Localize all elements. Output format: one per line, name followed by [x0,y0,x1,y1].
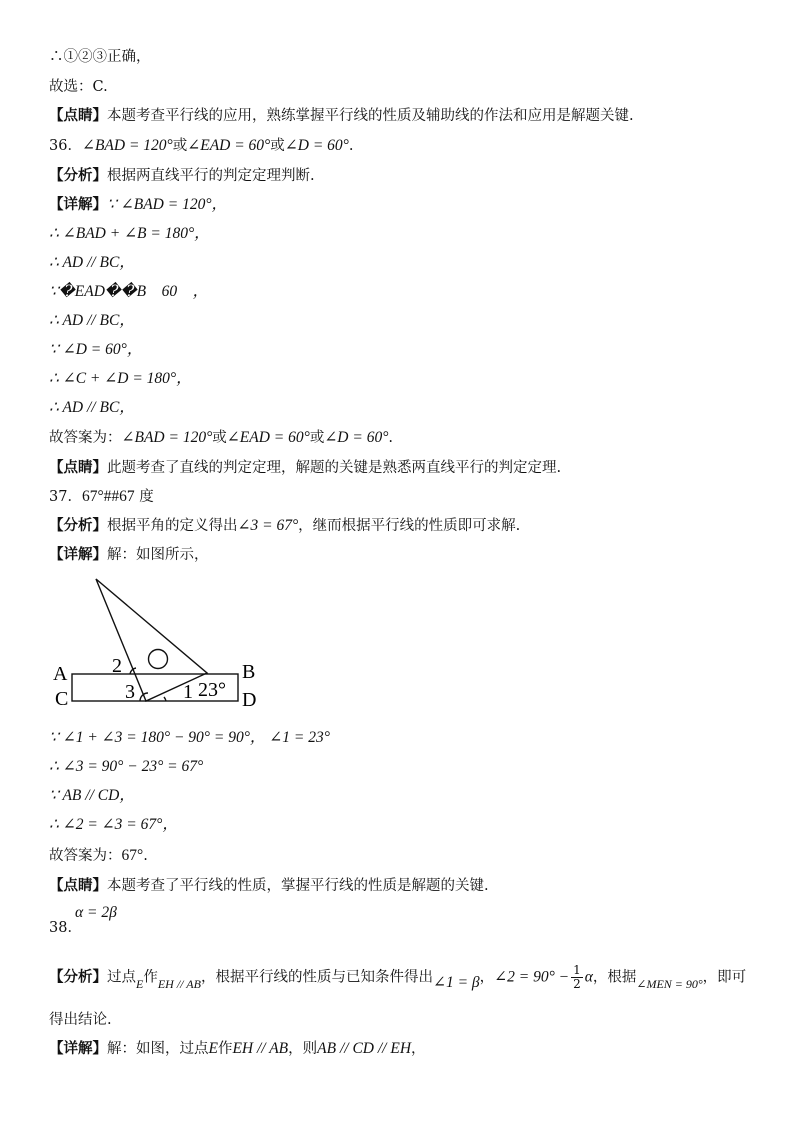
line-q38-answer-formula: α = 2β [75,904,117,921]
line-q37-answer-summary: 故答案为：67°. [49,847,148,864]
line-q36-detail-1: 【详解】∵ ∠BAD = 120°， [49,196,228,213]
line-q36-detail-2: ∴ ∠BAD + ∠B = 180°， [49,225,210,242]
label-D: D [242,689,257,711]
line-q36-detail-6: ∵ ∠D = 60°， [49,341,143,358]
line-q38-detail: 【详解】解：如图，过点E作EH // AB，则AB // CD // EH， [49,1040,426,1057]
label-B: B [242,661,256,683]
line-q38-analysis-cont: 得出结论. [49,1012,112,1028]
line-q38-number: 38． [49,920,82,936]
line-q36-detail-8: ∴ AD // BC， [49,399,135,416]
line-q36-detail-5: ∴ AD // BC， [49,312,135,329]
line-q37-detail-1: ∵ ∠1 + ∠3 = 180° − 90° = 90°， ∠1 = 23° [49,729,330,746]
label-angle-2: 2 [112,655,122,677]
triangle-hole [149,650,168,669]
line-choice: 故选：C. [49,79,108,95]
line-q36-detail-4: ∵�EAD��B 60 ， [49,283,209,300]
line-point-35: 【点睛】本题考查平行线的应用，熟练掌握平行线的性质及辅助线的作法和应用是解题关键. [49,107,634,124]
line-q37-detail-3: ∵ AB // CD， [49,787,135,804]
line-q36-point: 【点睛】此题考查了直线的判定定理，解题的关键是熟悉两直线平行的判定定理. [49,459,562,476]
geometry-figure [52,576,272,711]
fraction-one-half: $\frac{1}{2}$ [573,963,581,991]
label-angle-23: 23° [198,679,226,701]
line-q37-analysis: 【分析】根据平角的定义得出∠3 = 67°，继而根据平行线的性质即可求解. [49,517,521,534]
label-angle-3: 3 [125,681,135,703]
label-C: C [55,688,69,710]
line-q36-answer: 36．∠BAD = 120°或∠EAD = 60°或∠D = 60°. [49,137,354,154]
line-q36-detail-7: ∴ ∠C + ∠D = 180°， [49,370,192,387]
line-q36-detail-3: ∴ AD // BC， [49,254,135,271]
line-q37-detail-2: ∴ ∠3 = 90° − 23° = 67° [49,758,204,775]
label-A: A [53,663,68,685]
line-q37-answer: 37．67°##67 度 [49,488,154,505]
line-q37-detail-4: ∴ ∠2 = ∠3 = 67°， [49,816,178,833]
line-q37-point: 【点睛】本题考查了平行线的性质，掌握平行线的性质是解题的关键. [49,877,489,894]
line-q38-analysis: 【分析】过点$_E$作$_{EH // AB}$，根据平行线的性质与已知条件得出∠1 = β，∠2 = 90° − $\frac{1}{2}$ α，根据$_{\angle MEN = 90^\circ}$，即可 [49,963,747,991]
line-q36-analysis: 【分析】根据两直线平行的判定定理判断. [49,167,315,184]
line-q37-detail: 【详解】解：如图所示， [49,546,209,563]
label-angle-1: 1 [183,681,193,703]
line-conclusion: ∴①②③正确， [49,49,151,65]
line-q36-answer-summary: 故答案为：∠BAD = 120°或∠EAD = 60°或∠D = 60°. [49,429,394,446]
